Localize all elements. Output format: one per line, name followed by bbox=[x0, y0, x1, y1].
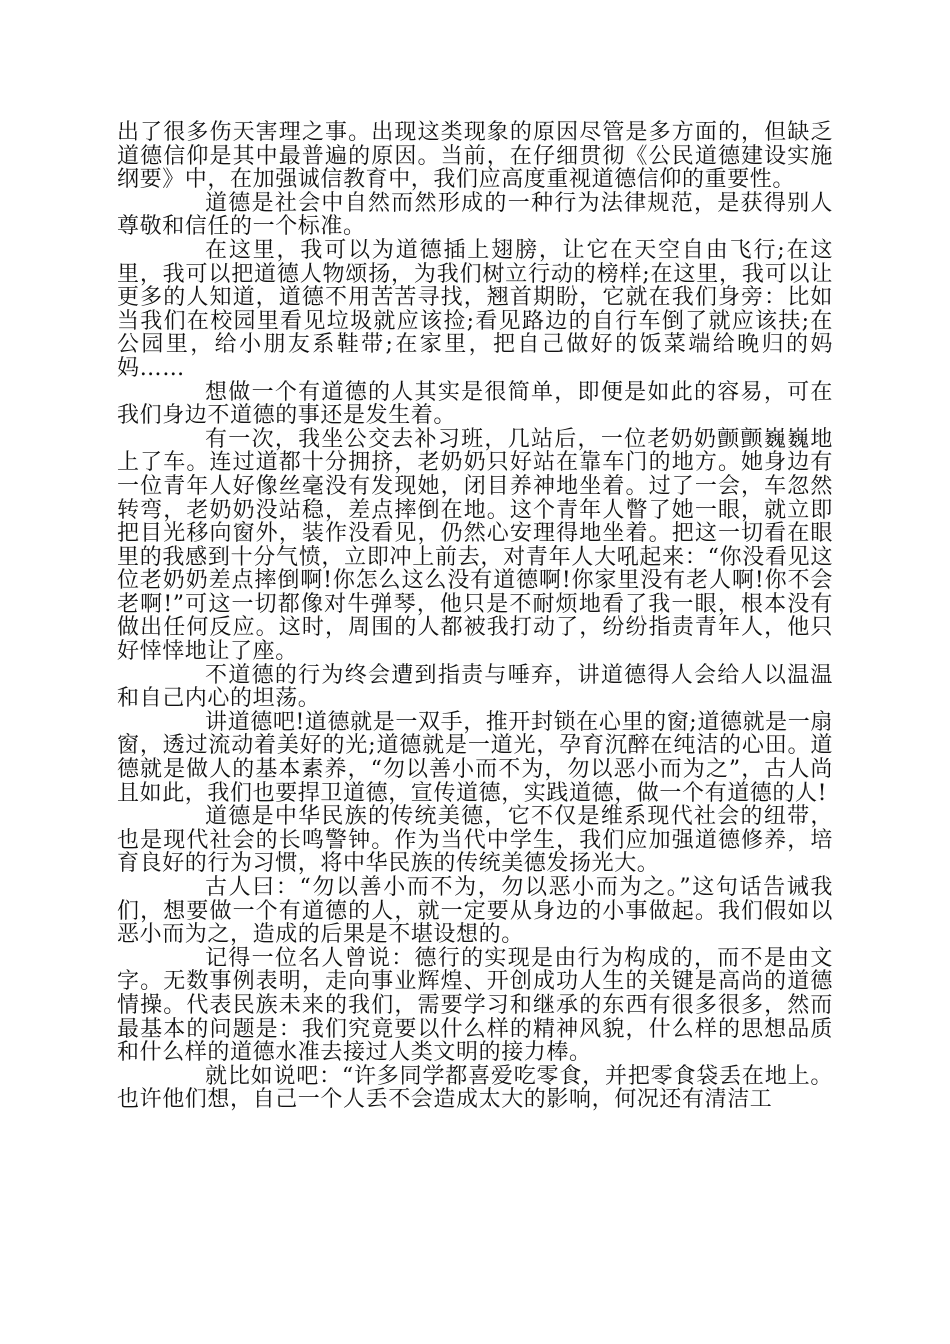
paragraph-11: 就比如说吧：“许多同学都喜爱吃零食，并把零食袋丢在地上。也许他们想，自己一个人丢不会造成太大的影响，何况还有清洁工 bbox=[117, 1063, 833, 1113]
paragraph-2: 道德是社会中自然而然形成的一种行为法律规范，是获得别人尊敬和信任的一个标准。 bbox=[117, 190, 833, 240]
paragraph-9: 古人曰：“勿以善小而不为，勿以恶小而为之。”这句话告诫我们，想要做一个有道德的人，就一定要从身边的小事做起。我们假如以恶小而为之，造成的后果是不堪设想的。 bbox=[117, 875, 833, 948]
paragraph-6: 不道德的行为终会遭到指责与唾弃，讲道德得人会给人以温温和自己内心的坦荡。 bbox=[117, 662, 833, 712]
paragraph-7: 讲道德吧!道德就是一双手，推开封锁在心里的窗;道德就是一扇窗，透过流动着美好的光;道德就是一道光，孕育沉醉在纯洁的心田。道德就是做人的基本素养，“勿以善小而不为，勿以恶小而为之”，古人尚且如此，我们也要捍卫道德，宣传道德，实践道德，做一个有道德的人! bbox=[117, 709, 833, 806]
paragraph-10: 记得一位名人曾说：德行的实现是由行为构成的，而不是由文字。无数事例表明，走向事业辉煌、开创成功人生的关键是高尚的道德情操。代表民族未来的我们，需要学习和继承的东西有很多很多，然而最基本的问题是：我们究竟要以什么样的精神风貌，什么样的思想品质和什么样的道德水准去接过人类文明的接力棒。 bbox=[117, 945, 833, 1066]
paragraph-8: 道德是中华民族的传统美德，它不仅是维系现代社会的纽带，也是现代社会的长鸣警钟。作为当代中学生，我们应加强道德修养，培育良好的行为习惯，将中华民族的传统美德发扬光大。 bbox=[117, 804, 833, 877]
paragraph-1: 出了很多伤天害理之事。出现这类现象的原因尽管是多方面的，但缺乏道德信仰是其中最普遍的原因。当前，在仔细贯彻《公民道德建设实施纲要》中，在加强诚信教育中，我们应高度重视道德信仰的重要性。 bbox=[117, 120, 833, 193]
document-body bbox=[117, 121, 833, 1112]
paragraph-4: 想做一个有道德的人其实是很简单，即便是如此的容易，可在我们身边不道德的事还是发生着。 bbox=[117, 379, 833, 429]
paragraph-5: 有一次，我坐公交去补习班，几站后，一位老奶奶颤颤巍巍地上了车。连过道都十分拥挤，老奶奶只好站在靠车门的地方。她身边有一位青年人好像丝毫没有发现她，闭目养神地坐着。过了一会，车忽然转弯，老奶奶没站稳，差点摔倒在地。这个青年人瞥了她一眼，就立即把目光移向窗外，装作没看见，仍然心安理得地坐着。把这一切看在眼里的我感到十分气愤，立即冲上前去，对青年人大吼起来：“你没看见这位老奶奶差点摔倒啊!你怎么这么没有道德啊!你家里没有老人啊!你不会老啊!”可这一切都像对牛弹琴，他只是不耐烦地看了我一眼，根本没有做出任何反应。这时，周围的人都被我打动了，纷纷指责青年人，他只好悻悻地让了座。 bbox=[117, 426, 833, 665]
paragraph-3: 在这里，我可以为道德插上翅膀，让它在天空自由飞行;在这里，我可以把道德人物颂扬，为我们树立行动的榜样;在这里，我可以让更多的人知道，道德不用苦苦寻找，翘首期盼，它就在我们身旁：比如当我们在校园里看见垃圾就应该捡;看见路边的自行车倒了就应该扶;在公园里，给小朋友系鞋带;在家里，把自己做好的饭菜端给晚归的妈妈…… bbox=[117, 237, 833, 381]
